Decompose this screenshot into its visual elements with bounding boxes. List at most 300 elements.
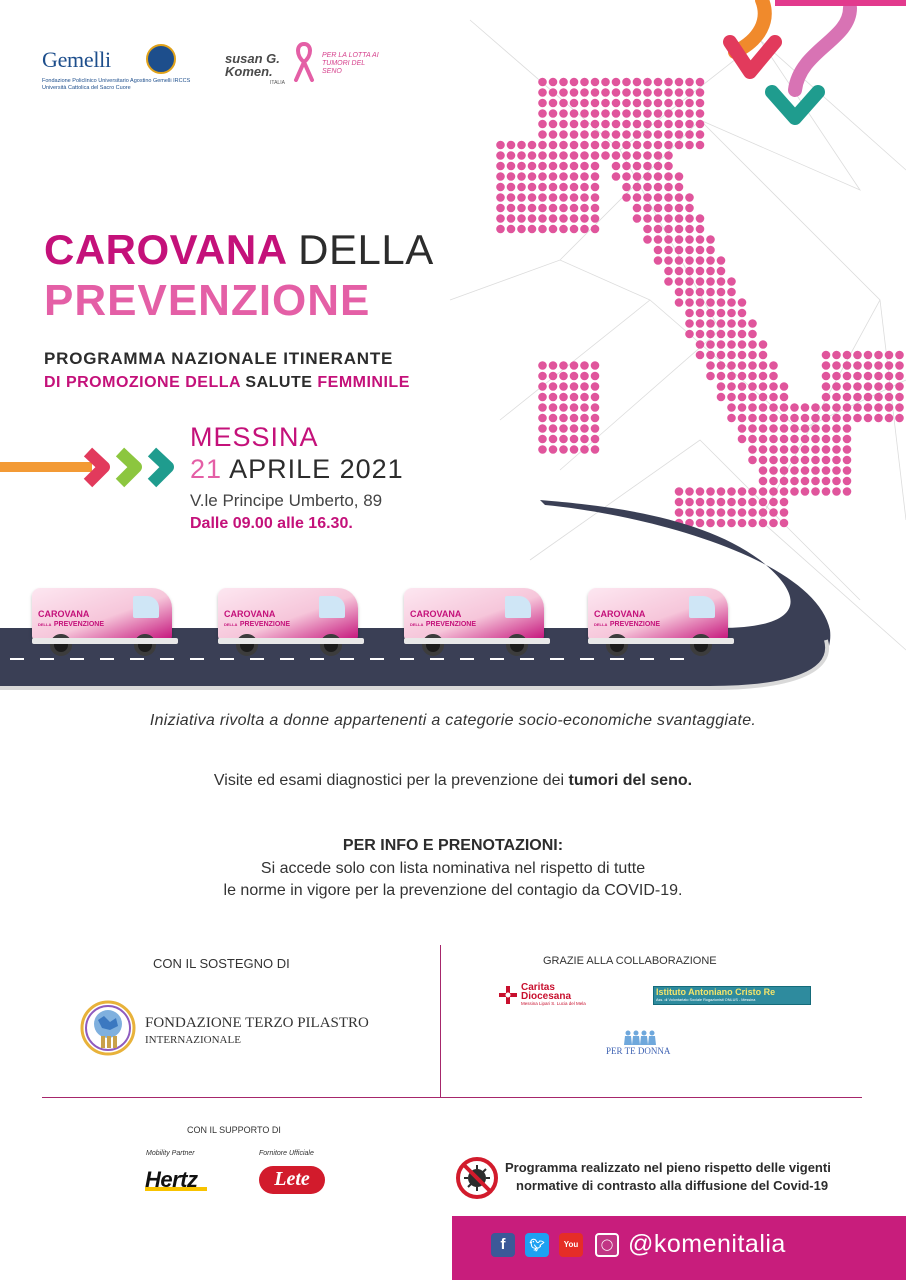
map-dot — [559, 88, 568, 97]
map-dot — [832, 477, 841, 486]
map-dot — [559, 214, 568, 223]
map-dot — [843, 414, 852, 423]
map-dot — [717, 519, 726, 528]
map-dot — [612, 130, 621, 139]
map-dot — [801, 403, 810, 412]
map-dot — [769, 393, 778, 402]
map-dot — [601, 109, 610, 118]
map-dot — [570, 88, 579, 97]
map-dot — [832, 351, 841, 360]
map-dot — [738, 487, 747, 496]
map-dot — [811, 456, 820, 465]
map-dot — [675, 193, 684, 202]
map-dot — [885, 414, 894, 423]
map-dot — [853, 351, 862, 360]
map-dot — [759, 487, 768, 496]
map-dot — [727, 319, 736, 328]
map-dot — [559, 435, 568, 444]
map-dot — [528, 183, 537, 192]
map-dot — [738, 508, 747, 517]
map-dot — [538, 78, 547, 87]
map-dot — [549, 183, 558, 192]
map-dot — [717, 351, 726, 360]
map-dot — [769, 456, 778, 465]
map-dot — [748, 382, 757, 391]
map-dot — [895, 403, 904, 412]
map-dot — [843, 487, 852, 496]
map-dot — [664, 277, 673, 286]
map-dot — [685, 298, 694, 307]
map-dot — [706, 498, 715, 507]
map-dot — [507, 204, 516, 213]
map-dot — [664, 141, 673, 150]
map-dot — [633, 88, 642, 97]
map-dot — [874, 361, 883, 370]
map-dot — [496, 204, 505, 213]
map-dot — [580, 361, 589, 370]
map-dot — [580, 151, 589, 160]
pertedonna-logo: PER TE DONNA — [606, 1046, 671, 1056]
map-dot — [801, 477, 810, 486]
map-dot — [696, 330, 705, 339]
map-dot — [801, 435, 810, 444]
komen-logo — [225, 52, 280, 78]
gemelli-logo-line2: Università Cattolica del Sacro Cuore — [42, 85, 131, 91]
map-dot — [696, 508, 705, 517]
map-dot — [538, 193, 547, 202]
map-dot — [738, 498, 747, 507]
map-dot — [538, 204, 547, 213]
map-dot — [790, 487, 799, 496]
map-dot — [717, 372, 726, 381]
map-dot — [748, 330, 757, 339]
map-dot — [832, 403, 841, 412]
map-dot — [654, 141, 663, 150]
map-dot — [559, 120, 568, 129]
map-dot — [538, 172, 547, 181]
map-dot — [580, 88, 589, 97]
map-dot — [790, 403, 799, 412]
map-dot — [717, 498, 726, 507]
map-dot — [790, 435, 799, 444]
map-dot — [685, 330, 694, 339]
van-label-small: DELLA — [410, 622, 424, 627]
map-dot — [496, 183, 505, 192]
map-dot — [822, 372, 831, 381]
map-dot — [570, 193, 579, 202]
map-dot — [591, 78, 600, 87]
map-dot — [864, 382, 873, 391]
map-dot — [559, 382, 568, 391]
top-arrows-icon — [730, 0, 906, 118]
facebook-icon[interactable]: f — [491, 1233, 515, 1257]
map-dot — [580, 193, 589, 202]
caritas-line1: Caritas — [521, 982, 555, 993]
map-dot — [685, 246, 694, 255]
map-dot — [528, 172, 537, 181]
map-dot — [570, 99, 579, 108]
twitter-icon[interactable]: 🐦︎ — [525, 1233, 549, 1257]
map-dot — [727, 277, 736, 286]
map-dot — [811, 414, 820, 423]
map-dot — [696, 351, 705, 360]
map-dot — [822, 414, 831, 423]
map-dot — [580, 372, 589, 381]
map-dot — [528, 204, 537, 213]
map-dot — [685, 487, 694, 496]
social-handle[interactable]: @komenitalia — [628, 1230, 786, 1258]
map-dot — [853, 414, 862, 423]
map-dot — [675, 172, 684, 181]
map-dot — [601, 120, 610, 129]
map-dot — [706, 309, 715, 318]
map-dot — [675, 183, 684, 192]
map-dot — [675, 267, 684, 276]
map-dot — [538, 225, 547, 234]
map-dot — [832, 424, 841, 433]
map-dot — [528, 214, 537, 223]
map-dot — [738, 414, 747, 423]
lete-logo: Lete — [274, 1168, 310, 1190]
youtube-icon[interactable]: You — [559, 1233, 583, 1257]
map-dot — [874, 351, 883, 360]
map-dot — [843, 361, 852, 370]
map-dot — [591, 141, 600, 150]
caritas-line2: Diocesana — [521, 991, 572, 1002]
map-dot — [643, 141, 652, 150]
map-dot — [654, 88, 663, 97]
map-dot — [706, 246, 715, 255]
map-dot — [727, 382, 736, 391]
map-dot — [559, 172, 568, 181]
map-dot — [580, 120, 589, 129]
map-dot — [759, 382, 768, 391]
map-dot — [727, 519, 736, 528]
map-dot — [643, 88, 652, 97]
map-dot — [843, 456, 852, 465]
map-dot — [549, 151, 558, 160]
map-dot — [675, 99, 684, 108]
map-dot — [738, 340, 747, 349]
map-dot — [727, 340, 736, 349]
map-dot — [580, 130, 589, 139]
map-dot — [717, 330, 726, 339]
map-dot — [664, 151, 673, 160]
van-label — [410, 610, 476, 629]
map-dot — [822, 361, 831, 370]
map-dot — [748, 445, 757, 454]
map-dot — [874, 414, 883, 423]
map-dot — [675, 109, 684, 118]
map-dot — [864, 414, 873, 423]
map-dot — [696, 225, 705, 234]
van-window — [689, 596, 715, 618]
map-dot — [811, 403, 820, 412]
map-dot — [717, 288, 726, 297]
map-dot — [685, 141, 694, 150]
map-dot — [706, 351, 715, 360]
map-dot — [780, 487, 789, 496]
map-dot — [633, 162, 642, 171]
map-dot — [643, 162, 652, 171]
map-dot — [654, 256, 663, 265]
map-dot — [748, 372, 757, 381]
map-dot — [769, 519, 778, 528]
map-dot — [801, 466, 810, 475]
map-dot — [895, 393, 904, 402]
map-dot — [696, 78, 705, 87]
map-dot — [727, 330, 736, 339]
map-dot — [654, 214, 663, 223]
gemelli-seal-icon — [146, 44, 176, 74]
map-dot — [748, 424, 757, 433]
pink-ribbon-icon — [290, 40, 318, 82]
map-dot — [580, 214, 589, 223]
map-dot — [706, 372, 715, 381]
map-dot — [843, 466, 852, 475]
map-dot — [675, 141, 684, 150]
map-dot — [675, 225, 684, 234]
map-dot — [738, 435, 747, 444]
subtitle-programma: PROGRAMMA NAZIONALE ITINERANTE — [44, 349, 394, 368]
map-dot — [612, 141, 621, 150]
map-dot — [549, 78, 558, 87]
map-dot — [727, 351, 736, 360]
map-dot — [538, 372, 547, 381]
map-dot — [696, 298, 705, 307]
map-dot — [706, 340, 715, 349]
map-dot — [748, 393, 757, 402]
map-dot — [769, 445, 778, 454]
map-dot — [738, 403, 747, 412]
subtitle-part-c: FEMMINILE — [317, 374, 410, 391]
vertical-divider — [440, 945, 441, 1097]
map-dot — [769, 403, 778, 412]
map-dot — [769, 477, 778, 486]
map-dot — [717, 361, 726, 370]
map-dot — [790, 456, 799, 465]
map-dot — [580, 403, 589, 412]
map-dot — [843, 435, 852, 444]
van-bumper — [218, 638, 364, 644]
map-dot — [517, 141, 526, 150]
map-dot — [769, 508, 778, 517]
map-dot — [696, 141, 705, 150]
map-dot — [696, 109, 705, 118]
map-dot — [759, 508, 768, 517]
map-dot — [591, 414, 600, 423]
map-dot — [570, 445, 579, 454]
map-dot — [654, 78, 663, 87]
map-dot — [612, 78, 621, 87]
map-dot — [622, 88, 631, 97]
map-dot — [696, 235, 705, 244]
map-dot — [643, 99, 652, 108]
map-dot — [654, 162, 663, 171]
map-dot — [885, 403, 894, 412]
map-dot — [843, 382, 852, 391]
map-dot — [748, 361, 757, 370]
hertz-logo: Hertz — [145, 1167, 198, 1192]
map-dot — [580, 162, 589, 171]
map-dot — [549, 172, 558, 181]
map-dot — [675, 288, 684, 297]
map-dot — [643, 214, 652, 223]
map-dot — [727, 372, 736, 381]
map-dot — [654, 235, 663, 244]
map-dot — [696, 214, 705, 223]
map-dot — [580, 225, 589, 234]
map-dot — [769, 424, 778, 433]
map-dot — [664, 256, 673, 265]
map-dot — [706, 277, 715, 286]
map-dot — [643, 78, 652, 87]
page-title-line1 — [44, 226, 434, 274]
map-dot — [580, 445, 589, 454]
van-label-sub: PREVENZIONE — [239, 621, 291, 628]
map-dot — [801, 487, 810, 496]
van-label-small: DELLA — [38, 622, 52, 627]
map-dot — [780, 466, 789, 475]
pertedonna-figures-icon — [604, 1030, 674, 1046]
map-dot — [696, 88, 705, 97]
map-dot — [822, 456, 831, 465]
subtitle-part-a: DI PROMOZIONE DELLA — [44, 374, 241, 391]
map-dot — [696, 309, 705, 318]
map-dot — [612, 172, 621, 181]
map-dot — [622, 151, 631, 160]
map-dot — [895, 372, 904, 381]
map-dot — [559, 424, 568, 433]
map-dot — [591, 382, 600, 391]
map-dot — [591, 172, 600, 181]
map-dot — [696, 277, 705, 286]
map-dot — [769, 498, 778, 507]
map-dot — [580, 382, 589, 391]
van-bumper — [404, 638, 550, 644]
map-dot — [717, 309, 726, 318]
map-dot — [738, 309, 747, 318]
map-dot — [885, 393, 894, 402]
map-dot — [843, 424, 852, 433]
map-dot — [633, 183, 642, 192]
support-label: CON IL SOSTEGNO DI — [153, 956, 290, 971]
map-dot — [675, 130, 684, 139]
gemelli-logo: Gemelli — [42, 47, 111, 72]
caritas-cross-icon — [498, 985, 518, 1005]
map-dot — [675, 277, 684, 286]
map-dot — [717, 267, 726, 276]
map-dot — [885, 361, 894, 370]
map-dot — [528, 162, 537, 171]
no-covid-icon — [455, 1156, 499, 1200]
map-dot — [738, 298, 747, 307]
map-dot — [580, 424, 589, 433]
map-dot — [643, 120, 652, 129]
map-dot — [759, 498, 768, 507]
van-label — [38, 610, 104, 629]
map-dot — [738, 372, 747, 381]
map-dot — [853, 361, 862, 370]
map-dot — [570, 141, 579, 150]
map-dot — [538, 183, 547, 192]
map-dot — [601, 141, 610, 150]
map-dot — [759, 466, 768, 475]
map-dot — [864, 393, 873, 402]
map-dot — [790, 477, 799, 486]
map-dot — [559, 445, 568, 454]
map-dot — [664, 88, 673, 97]
map-dot — [748, 414, 757, 423]
van-window — [319, 596, 345, 618]
map-dot — [738, 424, 747, 433]
map-dot — [664, 99, 673, 108]
map-dot — [853, 372, 862, 381]
map-dot — [622, 99, 631, 108]
van-label-sub: PREVENZIONE — [609, 621, 661, 628]
instagram-icon[interactable]: ◯ — [595, 1233, 619, 1257]
map-dot — [738, 351, 747, 360]
map-dot — [822, 435, 831, 444]
van — [404, 588, 550, 654]
map-dot — [633, 141, 642, 150]
map-dot — [538, 435, 547, 444]
map-dot — [549, 141, 558, 150]
map-dot — [549, 372, 558, 381]
map-dot — [748, 435, 757, 444]
map-dot — [696, 498, 705, 507]
map-dot — [633, 151, 642, 160]
map-dot — [664, 235, 673, 244]
map-dot — [654, 109, 663, 118]
map-dot — [591, 109, 600, 118]
van-label — [224, 610, 290, 629]
komen-logo-line2: Komen. — [225, 64, 273, 79]
ftp-subname: INTERNAZIONALE — [145, 1034, 241, 1046]
van-bumper — [32, 638, 178, 644]
map-dot — [570, 204, 579, 213]
map-dot — [580, 183, 589, 192]
map-dot — [591, 424, 600, 433]
map-dot — [612, 120, 621, 129]
map-dot — [822, 393, 831, 402]
map-dot — [685, 235, 694, 244]
map-dot — [601, 130, 610, 139]
map-dot — [675, 498, 684, 507]
map-dot — [738, 361, 747, 370]
map-dot — [738, 330, 747, 339]
map-dot — [759, 361, 768, 370]
map-dot — [895, 361, 904, 370]
map-dot — [559, 372, 568, 381]
map-dot — [696, 246, 705, 255]
map-dot — [538, 99, 547, 108]
map-dot — [780, 498, 789, 507]
map-dot — [664, 193, 673, 202]
map-dot — [559, 204, 568, 213]
map-dot — [570, 130, 579, 139]
van-window — [133, 596, 159, 618]
map-dot — [633, 130, 642, 139]
komen-country: ITALIA — [270, 80, 285, 86]
map-dot — [706, 508, 715, 517]
map-dot — [853, 403, 862, 412]
map-dot — [664, 183, 673, 192]
map-dot — [643, 172, 652, 181]
map-dot — [685, 256, 694, 265]
map-dot — [759, 456, 768, 465]
map-dot — [727, 487, 736, 496]
